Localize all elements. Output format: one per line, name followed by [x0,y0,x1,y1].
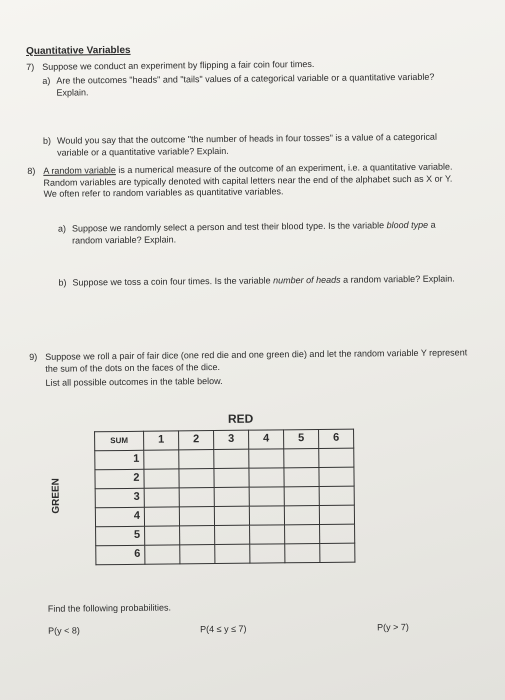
table-cell[interactable] [249,487,284,506]
table-cell[interactable] [179,469,214,488]
random-variable-term: A random variable [43,165,116,176]
question-7-number: 7) [26,61,35,72]
table-cell[interactable] [180,545,215,564]
table-cell[interactable] [319,448,354,467]
question-9-number: 9) [29,351,38,362]
question-8a-label: a) [57,223,66,234]
question-8b-italic: number of heads [273,274,341,286]
section-heading: Quantitative Variables [26,44,131,57]
table-cell[interactable] [285,543,320,562]
row-header: 1 [95,450,144,470]
row-header: 6 [96,545,145,565]
question-8a-text-2: a random variable? Explain. [71,219,436,246]
question-7a [42,72,452,99]
table-cell[interactable] [320,543,355,562]
table-cell[interactable] [249,449,284,468]
question-9-text: Suppose we roll a pair of fair dice (one red die and one green die) and let the random variable Y represent the sum of the dots on the faces of the dice. [45,347,468,374]
table-cell[interactable] [180,526,215,545]
table-cell[interactable] [249,468,284,487]
column-header: 6 [319,429,354,448]
question-8b [58,273,468,289]
table-cell[interactable] [214,468,249,487]
question-7a-label: a) [42,75,51,86]
question-8-number: 8) [27,165,36,176]
question-9 [29,347,469,375]
row-header: 4 [95,507,144,527]
table-cell[interactable] [284,505,319,524]
table-instruction: List all possible outcomes in the table below. [45,375,223,388]
red-axis-label: RED [227,411,254,426]
table-cell[interactable] [284,448,319,467]
table-cell[interactable] [319,505,354,524]
question-8a-text-1: Suppose we randomly select a person and test their blood type. Is the variable [71,220,387,234]
question-8 [27,161,467,200]
row-header: 3 [95,488,144,508]
column-header: 4 [249,430,284,449]
table-cell[interactable] [249,506,284,525]
question-7b [43,132,453,159]
table-cell[interactable] [214,487,249,506]
probability-y-greater-7: P(y > 7) [377,622,409,633]
table-cell[interactable] [214,506,249,525]
column-header: 5 [284,429,319,448]
question-7a-text: Are the outcomes "heads" and "tails" values of a categorical variable or a quantitative variable? Explain. [56,71,435,98]
column-header: 3 [214,430,249,449]
worksheet-content [26,41,476,636]
table-cell[interactable] [250,525,285,544]
table-cell[interactable] [319,486,354,505]
table-cell[interactable] [144,469,179,488]
table-cell[interactable] [145,526,180,545]
question-7b-text: Would you say that the outcome "the number of heads in four tosses" is a value of a categorical variable or a quantitative variable? Explain. [56,131,437,158]
probability-y-less-8: P(y < 8) [48,625,80,636]
table-cell[interactable] [250,544,285,563]
table-cell[interactable] [179,488,214,507]
table-cell[interactable] [319,467,354,486]
table-cell[interactable] [215,544,250,563]
table-cell[interactable] [215,525,250,544]
question-7b-label: b) [42,135,52,146]
green-axis-label: GREEN [50,478,62,514]
table-cell[interactable] [214,449,249,468]
table-cell[interactable] [284,467,319,486]
question-8a-italic: blood type [386,219,429,231]
question-8a [58,219,468,246]
probabilities-instruction: Find the following probabilities. [47,602,172,614]
question-8-text: is a numerical measure of the outcome of an experiment, i.e. a quantitative variable. Random variables are typically denoted with capital letters near the end of the alphabet such as X or Y. We often refer to random variables as quantitative variables. [43,161,453,199]
probability-y-between-4-7: P(4 ≤ y ≤ 7) [200,623,247,635]
row-header: 5 [96,526,145,546]
question-8b-text-2: a random variable? Explain. [340,273,455,285]
question-7-text: Suppose we conduct an experiment by flipping a fair coin four times. [42,58,315,72]
column-header: 1 [144,431,179,450]
table-cell[interactable] [144,507,179,526]
question-8b-text-1: Suppose we toss a coin four times. Is the variable [72,275,274,288]
question-8b-label: b) [58,277,67,288]
table-cell[interactable] [179,507,214,526]
column-header: 2 [179,431,214,450]
table-corner: SUM [95,431,144,451]
table-row [96,543,355,565]
table-cell[interactable] [144,488,179,507]
table-cell[interactable] [285,524,320,543]
table-cell[interactable] [145,545,180,564]
dice-sum-table [94,429,355,566]
table-cell[interactable] [284,486,319,505]
row-header: 2 [95,469,144,489]
table-cell[interactable] [320,524,355,543]
table-cell[interactable] [179,450,214,469]
table-cell[interactable] [144,450,179,469]
